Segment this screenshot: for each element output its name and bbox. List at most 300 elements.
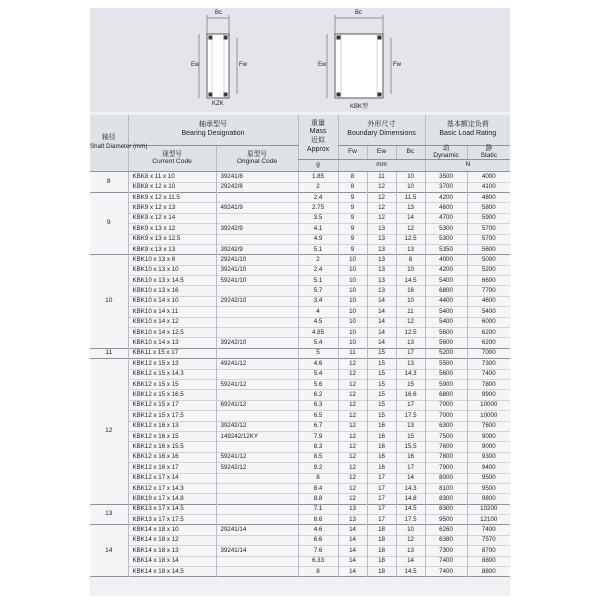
fw-cell: 9 — [338, 213, 367, 223]
original-code-cell — [216, 411, 298, 421]
fw-cell: 10 — [338, 276, 367, 286]
fw-header: Fw — [338, 146, 367, 160]
current-code-cell: KBK9 x 12 x 13 — [128, 203, 216, 213]
mass-cell: 4.9 — [298, 234, 338, 244]
designation-header-en: Bearing Designation — [181, 130, 245, 137]
mass-cell: 5 — [298, 348, 338, 358]
mass-cell: 5.6 — [298, 380, 338, 390]
bc-cell: 16 — [396, 452, 425, 462]
shaft-diameter-cell: 11 — [90, 348, 128, 358]
fw-cell: 12 — [338, 463, 367, 473]
dynamic-load-cell: 4200 — [425, 265, 467, 275]
fw-cell: 12 — [338, 421, 367, 431]
dynamic-load-cell: 6800 — [425, 286, 467, 296]
current-code-cell: KBK11 x 15 x 17 — [128, 348, 216, 358]
kzk-drawing — [185, 8, 335, 112]
ew-cell: 13 — [367, 234, 396, 244]
bc-cell: 14.5 — [396, 567, 425, 577]
dims-unit: mm — [338, 160, 425, 172]
original-code-cell: 149242/12KY — [216, 431, 298, 441]
original-code-cell — [216, 328, 298, 338]
table-row — [90, 203, 510, 213]
bc-cell: 10 — [396, 296, 425, 306]
table-row — [90, 473, 510, 483]
static-load-cell: 5000 — [467, 255, 510, 265]
original-code-cell — [216, 317, 298, 327]
current-code-cell: KBK10 x 13 x 10 — [128, 265, 216, 275]
bc-cell: 13 — [396, 244, 425, 254]
original-code-cell — [216, 442, 298, 452]
mass-cell: 4.85 — [298, 328, 338, 338]
fw-cell: 9 — [338, 192, 367, 202]
kbk-bc-label: Bc — [355, 10, 363, 16]
static-load-cell: 5400 — [467, 307, 510, 317]
dynamic-load-cell: 4400 — [425, 296, 467, 306]
current-code-cell: KBK12 x 16 x 15.5 — [128, 442, 216, 452]
static-load-cell: 7400 — [467, 369, 510, 379]
original-code-cell — [216, 535, 298, 545]
original-code-cell — [216, 483, 298, 493]
current-code-cell: KBK14 x 18 x 14.5 — [128, 567, 216, 577]
current-code-cell: KBK13 x 17 x 17.5 — [128, 515, 216, 525]
mass-cell: 8.5 — [298, 452, 338, 462]
mass-cell: 9.2 — [298, 463, 338, 473]
shaft-diameter-cell: 9 — [90, 192, 128, 254]
mass-cell: 8 — [298, 567, 338, 577]
original-code-cell — [216, 286, 298, 296]
current-code-cell: KBK12 x 16 x 15 — [128, 431, 216, 441]
kbk-type-label: KBK型 — [350, 104, 369, 110]
load-unit: N — [425, 160, 510, 172]
table-row — [90, 546, 510, 556]
ew-cell: 14 — [367, 317, 396, 327]
original-code-cell: 29242/8 — [216, 182, 298, 192]
static-load-cell: 5700 — [467, 224, 510, 234]
current-code-cell: KBK10 x 13 x 16 — [128, 286, 216, 296]
ew-cell: 15 — [367, 369, 396, 379]
ew-cell: 12 — [367, 182, 396, 192]
mass-cell: 5.7 — [298, 286, 338, 296]
bc-cell: 14 — [396, 213, 425, 223]
dynamic-load-cell: 4200 — [425, 192, 467, 202]
ew-cell: 13 — [367, 255, 396, 265]
static-cn: 静 — [485, 145, 493, 152]
dynamic-cn: 动 — [442, 145, 450, 152]
kzk-type-label: KZK — [212, 101, 224, 107]
original-code-cell — [216, 369, 298, 379]
current-code-cell: KBK14 x 18 x 10 — [128, 525, 216, 535]
fw-cell: 14 — [338, 546, 367, 556]
current-code-cell: KBK12 x 17 x 14 — [128, 473, 216, 483]
bc-cell: 8 — [396, 255, 425, 265]
static-load-cell: 9000 — [467, 431, 510, 441]
mass-cell: 5.1 — [298, 276, 338, 286]
static-load-cell: 6000 — [467, 317, 510, 327]
dynamic-header — [425, 146, 467, 160]
dynamic-load-cell: 6800 — [425, 390, 467, 400]
table-row — [90, 182, 510, 192]
bc-cell: 10 — [396, 172, 425, 182]
mass-cell: 8 — [298, 473, 338, 483]
shaft-header-en: Shaft Diameter (mm) — [90, 143, 148, 151]
table-row — [90, 463, 510, 473]
dynamic-en: Dynamic — [433, 151, 459, 159]
table-row — [90, 359, 510, 369]
ew-cell: 12 — [367, 203, 396, 213]
current-code-cell: KBK10 x 14 x 10 — [128, 296, 216, 306]
bc-cell: 15 — [396, 431, 425, 441]
original-code-cell: 59241/12 — [216, 380, 298, 390]
ew-cell: 15 — [367, 359, 396, 369]
current-code-cell: KBK10 x 14 x 13 — [128, 338, 216, 348]
static-load-cell: 7300 — [467, 359, 510, 369]
mass-header — [298, 115, 338, 160]
table-row — [90, 286, 510, 296]
fw-cell: 12 — [338, 400, 367, 410]
fw-cell: 8 — [338, 172, 367, 182]
table-row — [90, 224, 510, 234]
bc-cell: 10 — [396, 525, 425, 535]
current-code-cell: KBK12 x 15 x 17.5 — [128, 411, 216, 421]
mass-cell: 2.4 — [298, 192, 338, 202]
ew-cell: 16 — [367, 431, 396, 441]
ew-cell: 13 — [367, 286, 396, 296]
dynamic-load-cell: 9500 — [425, 515, 467, 525]
table-row — [90, 400, 510, 410]
kzk-bc-label: Bc — [215, 10, 223, 16]
shaft-diameter-cell: 13 — [90, 504, 128, 525]
original-code-cell — [216, 504, 298, 514]
dynamic-load-cell: 5600 — [425, 328, 467, 338]
ew-cell: 17 — [367, 504, 396, 514]
load-header-en: Basic Load Rating — [439, 130, 497, 137]
dynamic-load-cell: 7000 — [425, 400, 467, 410]
original-code-cell: 39242/9 — [216, 244, 298, 254]
dims-header — [338, 115, 425, 146]
static-load-cell: 8800 — [467, 567, 510, 577]
original-code-cell — [216, 473, 298, 483]
bc-cell: 13 — [396, 421, 425, 431]
bc-cell: 16.6 — [396, 390, 425, 400]
fw-cell: 13 — [338, 504, 367, 514]
original-code-cell: 49241/9 — [216, 203, 298, 213]
fw-cell: 14 — [338, 567, 367, 577]
original-code-cell: 39241/14 — [216, 546, 298, 556]
static-en: Static — [480, 151, 498, 159]
ew-cell: 15 — [367, 411, 396, 421]
ew-header: Ew — [367, 146, 396, 160]
dynamic-load-cell: 5300 — [425, 224, 467, 234]
mass-cell: 2.4 — [298, 265, 338, 275]
fw-cell: 10 — [338, 296, 367, 306]
current-code-cell: KBK9 x 13 x 13 — [128, 244, 216, 254]
static-load-cell: 8700 — [467, 546, 510, 556]
dynamic-load-cell: 8300 — [425, 494, 467, 504]
bc-cell: 14 — [396, 473, 425, 483]
current-code-cell: KBK12 x 15 x 17 — [128, 400, 216, 410]
fw-cell: 9 — [338, 224, 367, 234]
dynamic-load-cell: 7400 — [425, 567, 467, 577]
shaft-diameter-cell: 12 — [90, 359, 128, 504]
ew-cell: 17 — [367, 494, 396, 504]
original-code-cell — [216, 192, 298, 202]
current-code-cell: KBK9 x 12 x 14 — [128, 213, 216, 223]
current-code-cell: KBK14 x 18 x 13 — [128, 546, 216, 556]
mass-cell: 4.1 — [298, 224, 338, 234]
mass-cell: 6.3 — [298, 400, 338, 410]
fw-cell: 14 — [338, 525, 367, 535]
current-code-cell: KBK12 x 17 x 14.3 — [128, 483, 216, 493]
mass-cell: 5.1 — [298, 244, 338, 254]
bc-cell: 17 — [396, 348, 425, 358]
original-code-cell: 29241/10 — [216, 255, 298, 265]
mass-approx-en: Approx — [306, 145, 330, 153]
dynamic-load-cell: 3700 — [425, 182, 467, 192]
ew-cell: 16 — [367, 421, 396, 431]
mass-cell: 2 — [298, 255, 338, 265]
fw-cell: 10 — [338, 328, 367, 338]
dynamic-load-cell: 5350 — [425, 244, 467, 254]
ew-cell: 18 — [367, 556, 396, 566]
original-code-cell — [216, 494, 298, 504]
static-load-cell: 9800 — [467, 494, 510, 504]
original-code-cell: 59241/12 — [216, 452, 298, 462]
mass-header-cn: 重量 — [311, 119, 326, 127]
mass-approx-cn: 近似 — [311, 137, 326, 145]
kzk-ew-label: Ew — [191, 62, 200, 68]
ew-cell: 18 — [367, 567, 396, 577]
ew-cell: 17 — [367, 515, 396, 525]
mass-cell: 2 — [298, 182, 338, 192]
current-code-cell: KBK12 x 15 x 15 — [128, 380, 216, 390]
table-row — [90, 255, 510, 265]
bc-cell: 11 — [396, 307, 425, 317]
current-code-cell: KBK14 x 18 x 14 — [128, 556, 216, 566]
fw-cell: 12 — [338, 473, 367, 483]
bc-cell: 17.5 — [396, 515, 425, 525]
fw-cell: 12 — [338, 452, 367, 462]
fw-cell: 10 — [338, 265, 367, 275]
mass-cell: 6.5 — [298, 411, 338, 421]
static-load-cell: 9300 — [467, 452, 510, 462]
shaft-diameter-cell: 14 — [90, 525, 128, 577]
table-row — [90, 535, 510, 545]
static-load-cell: 7700 — [467, 286, 510, 296]
current-code-cell: KBK12 x 16 x 13 — [128, 421, 216, 431]
dynamic-load-cell: 5400 — [425, 307, 467, 317]
ew-cell: 15 — [367, 390, 396, 400]
ew-cell: 16 — [367, 442, 396, 452]
ew-cell: 18 — [367, 525, 396, 535]
fw-cell: 12 — [338, 442, 367, 452]
mass-cell: 1.85 — [298, 172, 338, 182]
static-load-cell: 4600 — [467, 296, 510, 306]
table-row — [90, 556, 510, 566]
original-code-cell: 29242/10 — [216, 296, 298, 306]
original-code-cell: 39242/12 — [216, 421, 298, 431]
table-row — [90, 172, 510, 182]
original-code-cell: 49241/12 — [216, 359, 298, 369]
mass-cell: 4.5 — [298, 317, 338, 327]
diagram-kbk — [315, 8, 465, 112]
table-row — [90, 452, 510, 462]
table-row — [90, 328, 510, 338]
original-code-cell: 39242/10 — [216, 338, 298, 348]
dynamic-load-cell: 6380 — [425, 535, 467, 545]
ew-cell: 18 — [367, 535, 396, 545]
ew-cell: 14 — [367, 338, 396, 348]
static-load-cell: 12100 — [467, 515, 510, 525]
static-load-cell: 5200 — [467, 265, 510, 275]
fw-cell: 10 — [338, 255, 367, 265]
table-row — [90, 296, 510, 306]
bc-cell: 17 — [396, 463, 425, 473]
current-code-cell: KBK10 x 14 x 11 — [128, 307, 216, 317]
dynamic-load-cell: 5300 — [425, 234, 467, 244]
bc-cell: 14.5 — [396, 276, 425, 286]
static-load-cell: 7400 — [467, 525, 510, 535]
mass-cell: 4.6 — [298, 525, 338, 535]
current-code-cell: KBK9 x 12 x 11.5 — [128, 192, 216, 202]
table-row — [90, 504, 510, 514]
static-load-cell: 8800 — [467, 556, 510, 566]
dynamic-load-cell: 5600 — [425, 369, 467, 379]
fw-cell: 12 — [338, 431, 367, 441]
current-code-cell: KBK10 x 14 x 12 — [128, 317, 216, 327]
kbk-ew-label: Ew — [318, 62, 327, 68]
designation-header — [128, 115, 298, 146]
table-row — [90, 192, 510, 202]
original-code-cell: 59241/10 — [216, 276, 298, 286]
current-code-cell: KBK12 x 16 x 17 — [128, 463, 216, 473]
kzk-fw-label: Fw — [239, 62, 247, 68]
original-code-cell — [216, 307, 298, 317]
table-row — [90, 525, 510, 535]
original-code-cell: 69241/12 — [216, 400, 298, 410]
dims-header-cn: 外形尺寸 — [367, 121, 396, 129]
dynamic-load-cell: 5500 — [425, 359, 467, 369]
dynamic-load-cell: 8100 — [425, 483, 467, 493]
bc-cell: 14.8 — [396, 494, 425, 504]
bc-cell: 13 — [396, 203, 425, 213]
static-load-cell: 10000 — [467, 400, 510, 410]
ew-cell: 13 — [367, 244, 396, 254]
static-load-cell: 4100 — [467, 182, 510, 192]
dynamic-load-cell: 6260 — [425, 525, 467, 535]
bc-cell: 12.5 — [396, 328, 425, 338]
mass-cell: 6.7 — [298, 421, 338, 431]
bc-cell: 15.5 — [396, 442, 425, 452]
fw-cell: 12 — [338, 369, 367, 379]
spec-table-body — [90, 172, 510, 577]
bc-cell: 14.5 — [396, 504, 425, 514]
static-load-cell: 4000 — [467, 172, 510, 182]
fw-cell: 10 — [338, 286, 367, 296]
bc-header: Bc — [396, 146, 425, 160]
ew-cell: 11 — [367, 172, 396, 182]
bc-cell: 13 — [396, 546, 425, 556]
fw-cell: 8 — [338, 182, 367, 192]
mass-cell: 8.6 — [298, 515, 338, 525]
ew-cell: 14 — [367, 328, 396, 338]
original-code-cell — [216, 348, 298, 358]
ew-cell: 15 — [367, 348, 396, 358]
table-row — [90, 431, 510, 441]
dynamic-load-cell: 8000 — [425, 473, 467, 483]
mass-cell: 8.4 — [298, 483, 338, 493]
static-load-cell: 7000 — [467, 348, 510, 358]
ew-cell: 13 — [367, 265, 396, 275]
shaft-diameter-cell: 8 — [90, 172, 128, 193]
mass-cell: 5.4 — [298, 369, 338, 379]
bc-cell: 10 — [396, 265, 425, 275]
dynamic-load-cell: 4700 — [425, 213, 467, 223]
fw-cell: 12 — [338, 359, 367, 369]
bc-cell: 16 — [396, 286, 425, 296]
ew-cell: 15 — [367, 400, 396, 410]
table-row — [90, 348, 510, 358]
shaft-diameter-cell: 10 — [90, 255, 128, 349]
fw-cell: 12 — [338, 494, 367, 504]
table-row — [90, 338, 510, 348]
static-load-cell: 10200 — [467, 504, 510, 514]
table-row — [90, 390, 510, 400]
mass-cell: 6.33 — [298, 556, 338, 566]
mass-cell: 6.6 — [298, 535, 338, 545]
dynamic-load-cell: 5400 — [425, 276, 467, 286]
ew-cell: 17 — [367, 473, 396, 483]
fw-cell: 10 — [338, 317, 367, 327]
table-row — [90, 515, 510, 525]
ew-cell: 14 — [367, 307, 396, 317]
load-header — [425, 115, 510, 146]
static-load-cell: 6200 — [467, 328, 510, 338]
dynamic-load-cell: 4600 — [425, 203, 467, 213]
original-code-en: Original Code — [236, 157, 278, 165]
table-row — [90, 276, 510, 286]
static-load-cell: 7800 — [467, 380, 510, 390]
dynamic-load-cell: 7300 — [425, 546, 467, 556]
bc-cell: 11.5 — [396, 192, 425, 202]
fw-cell: 12 — [338, 483, 367, 493]
bc-cell: 13 — [396, 338, 425, 348]
fw-cell: 10 — [338, 307, 367, 317]
original-code-cell: 39242/9 — [216, 224, 298, 234]
mass-cell: 3.4 — [298, 296, 338, 306]
mass-cell: 7.9 — [298, 431, 338, 441]
dynamic-load-cell: 8300 — [425, 504, 467, 514]
current-code-cell: KBK13 x 17 x 14.5 — [128, 504, 216, 514]
ew-cell: 12 — [367, 192, 396, 202]
dynamic-load-cell: 5200 — [425, 348, 467, 358]
original-code-cell — [216, 390, 298, 400]
table-row — [90, 494, 510, 504]
dynamic-load-cell: 7400 — [425, 556, 467, 566]
fw-cell: 13 — [338, 515, 367, 525]
fw-cell: 14 — [338, 556, 367, 566]
table-row — [90, 442, 510, 452]
current-code-cell: KBK19 x 17 x 14.8 — [128, 494, 216, 504]
ew-cell: 13 — [367, 224, 396, 234]
static-load-cell: 9500 — [467, 483, 510, 493]
static-load-cell: 9900 — [467, 390, 510, 400]
diagram-strip — [90, 8, 510, 112]
bc-cell: 12 — [396, 224, 425, 234]
current-code-cell: KBK12 x 15 x 13 — [128, 359, 216, 369]
bc-cell: 17 — [396, 400, 425, 410]
dynamic-load-cell: 5400 — [425, 317, 467, 327]
current-code-cn: 现型号 — [162, 151, 182, 158]
